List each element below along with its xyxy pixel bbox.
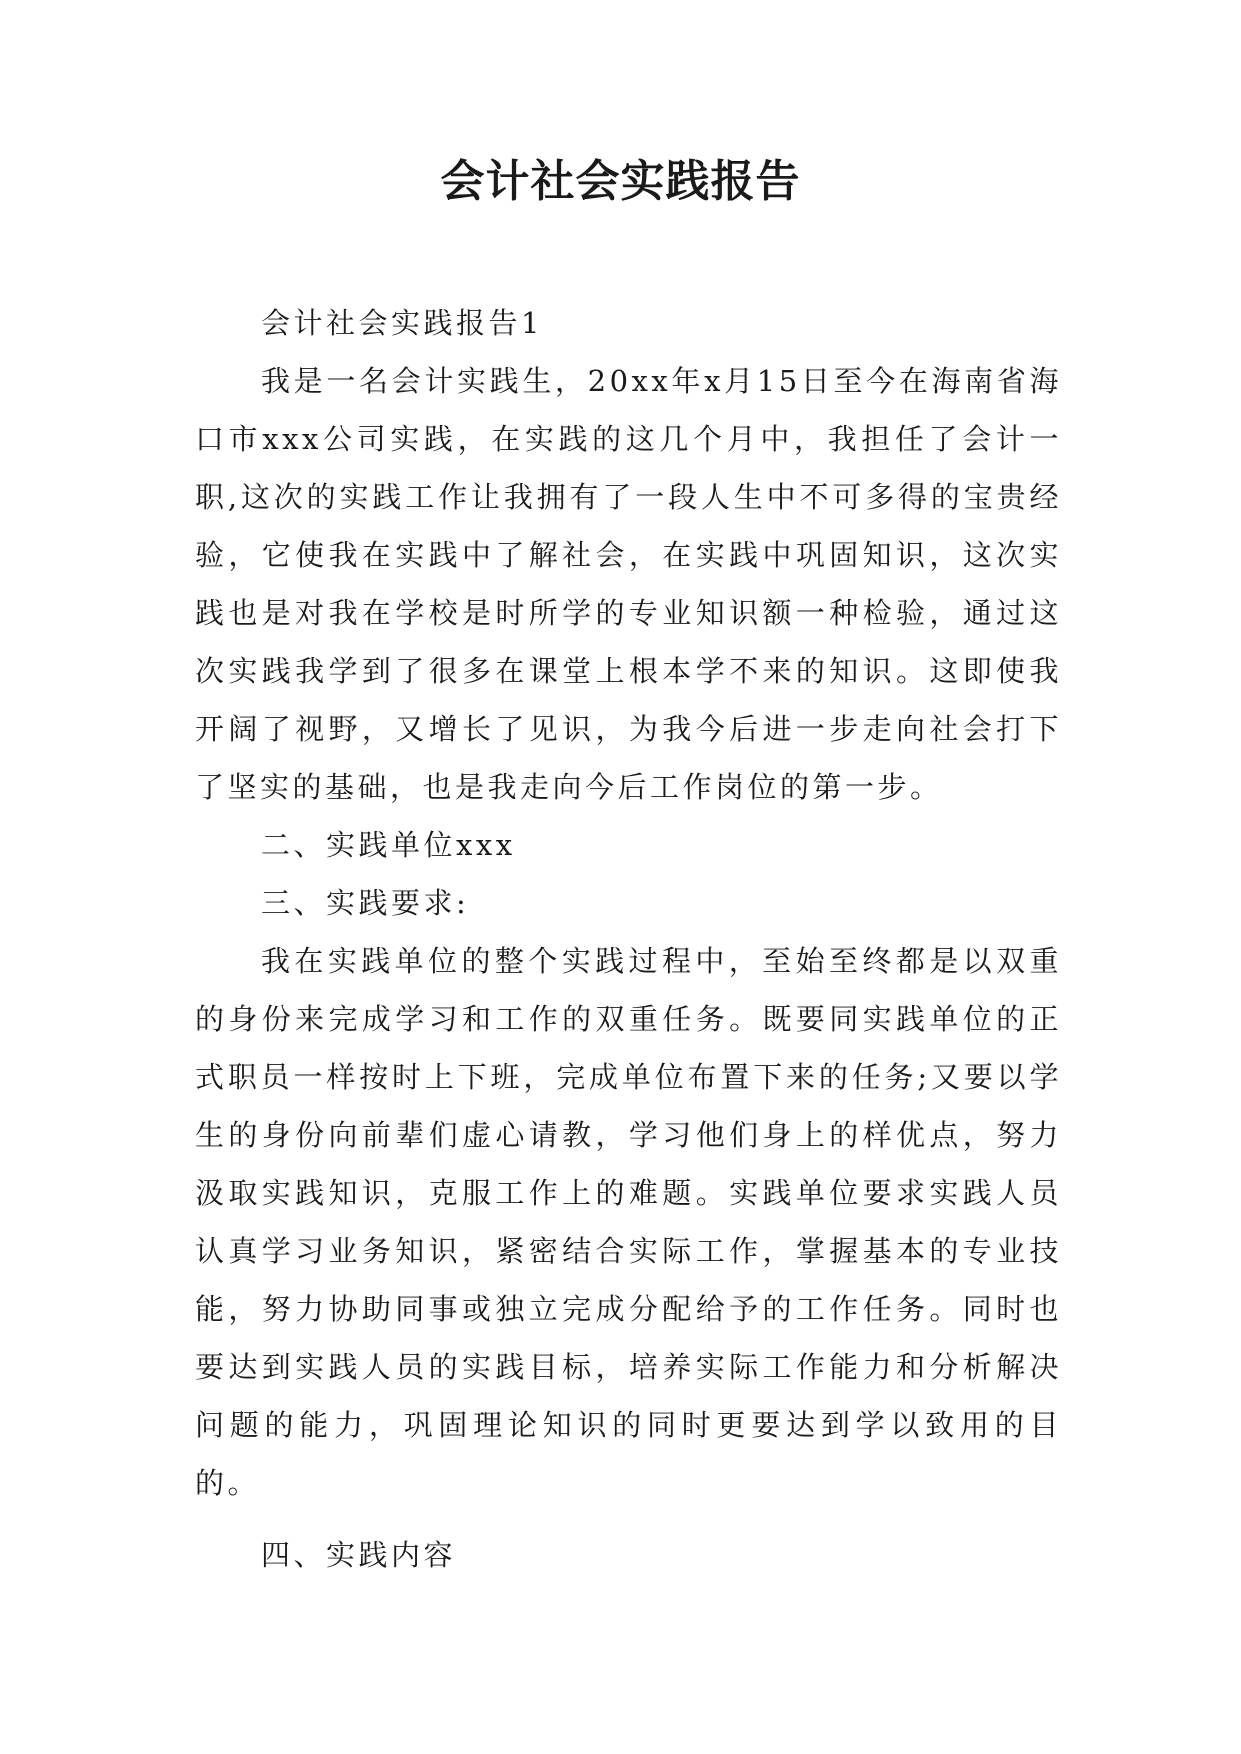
paragraph-practice-requirements: 我在实践单位的整个实践过程中，至始至终都是以双重的身份来完成学习和工作的双重任务。既要同实践单位的正式职员一样按时上下班，完成单位布置下来的任务;又要以学生的身份向前辈们虚心请教，学习他们身上的样优点，努力汲取实践知识，克服工作上的难题。实践单位要求实践人员认真学习业务知识，紧密结合实际工作，掌握基本的专业技能，努力协助同事或独立完成分配给予的工作任务。同时也要达到实践人员的实践目标，培养实际工作能力和分析解决问题的能力，巩固理论知识的同时更要达到学以致用的目的。 (195, 944, 1062, 1500)
document-title: 会计社会实践报告 (440, 156, 801, 207)
document-body (195, 294, 1062, 1584)
paragraph-introduction: 我是一名会计实践生，20xx年x月15日至今在海南省海口市xxx公司实践，在实践的这几个月中，我担任了会计一职,这次的实践工作让我拥有了一段人生中不可多得的宝贵经验，它使我在实践中了解社会，在实践中巩固知识，这次实践也是对我在学校是时所学的专业知识额一种检验，通过这次实践我学到了很多在课堂上根本学不来的知识。这即使我开阔了视野，又增长了见识，为我今后进一步走向社会打下了坚实的基础，也是我走向今后工作岗位的第一步。 (195, 364, 1062, 804)
paragraph-practice-unit: 二、实践单位xxx (261, 828, 516, 862)
paragraph-practice-requirements-heading: 三、实践要求: (261, 886, 470, 920)
paragraph-report-heading: 会计社会实践报告1 (261, 306, 543, 340)
paragraph-practice-content-heading: 四、实践内容 (261, 1538, 457, 1572)
